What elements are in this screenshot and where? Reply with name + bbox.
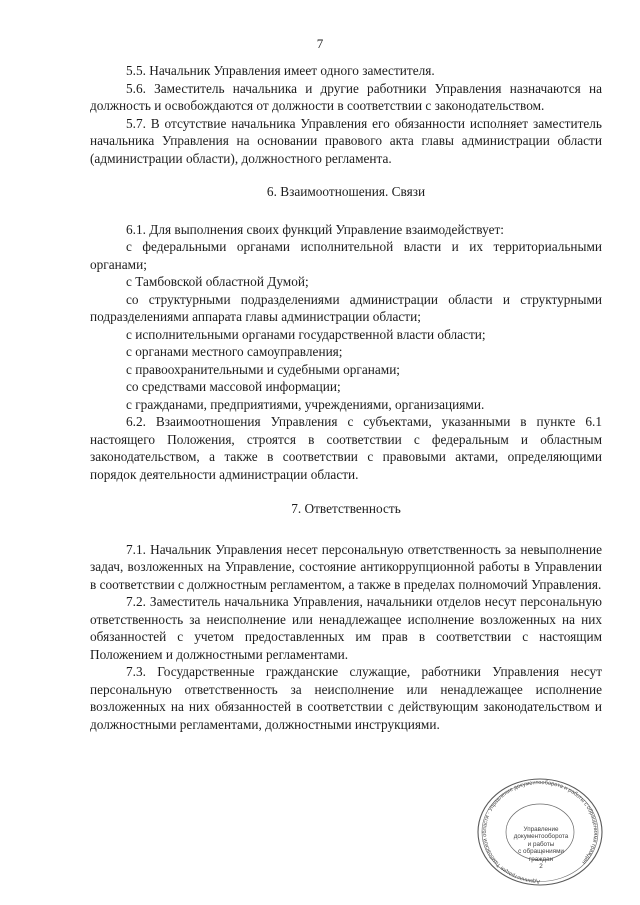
list-item: с исполнительными органами государственной власти области; bbox=[126, 326, 486, 342]
stamp-ring-text: Администрация Тамбовской области · Управление документооборота и работы с обращениями граждан bbox=[482, 779, 599, 885]
official-stamp bbox=[476, 778, 604, 888]
list-item: со средствами массовой информации; bbox=[126, 379, 341, 394]
paragraph-7-2: 7.2. Заместитель начальника Управления, начальники отделов несут персональную ответственность за неисполнение или ненадлежащее исполнение возложенных на них обязанностей с учетом предоставленных им прав в соответствии с настоящим Положением и должностными регламентами. bbox=[90, 594, 602, 662]
page-number: 7 bbox=[316, 36, 324, 51]
list-item: с Тамбовской областной Думой; bbox=[126, 274, 309, 289]
list-item: с органами местного самоуправления; bbox=[126, 344, 343, 359]
section-6-heading: 6. Взаимоотношения. Связи bbox=[266, 184, 426, 199]
paragraph-7-1: 7.1. Начальник Управления несет персональную ответственность за невыполнение задач, возложенных на Управление, состояние антикоррупционной работы в Управлении в соответствии с должностным регламентом, а также в пределах полномочий Управления. bbox=[90, 541, 602, 592]
paragraph-6-2: 6.2. Взаимоотношения Управления с субъектами, указанными в пункте 6.1 настоящего Положения, строятся в соответствии с федеральным и областным законодательством, а также в соответствии с правовыми актами, определяющими порядок деятельности администрации области. bbox=[90, 414, 602, 482]
list-item: со структурными подразделениями администрации области и структурными подразделениями аппарата главы администрации области; bbox=[90, 291, 602, 324]
section-7-heading: 7. Ответственность bbox=[291, 501, 401, 516]
paragraph-7-3: 7.3. Государственные гражданские служащие, работники Управления несут персональную ответственность за неисполнение или ненадлежащее исполнение возложенных на них обязанностей в соответствии с действующим законодательством и должностными регламентами, должностными инструкциями. bbox=[90, 664, 602, 732]
stamp-center-text: Управление документооборота и работы с обращениями граждан 2 bbox=[513, 826, 569, 871]
list-item: с гражданами, предприятиями, учреждениями, организациями. bbox=[126, 396, 485, 412]
list-item: с правоохранительными и судебными органами; bbox=[126, 361, 401, 377]
paragraph-5-5: 5.5. Начальник Управления имеет одного заместителя. bbox=[126, 63, 435, 78]
paragraph-6-1: 6.1. Для выполнения своих функций Управление взаимодействует: bbox=[126, 221, 504, 237]
paragraph-5-6: 5.6. Заместитель начальника и другие работники Управления назначаются на должность и освобождаются от должности в соответствии с законодательством. bbox=[90, 80, 602, 113]
document-body bbox=[90, 62, 602, 733]
list-item: с федеральными органами исполнительной власти и их территориальными органами; bbox=[90, 239, 602, 272]
paragraph-5-7: 5.7. В отсутствие начальника Управления его обязанности исполняет заместитель начальника Управления на основании правового акта главы администрации области (администрации области), должностного регламента. bbox=[90, 115, 602, 166]
